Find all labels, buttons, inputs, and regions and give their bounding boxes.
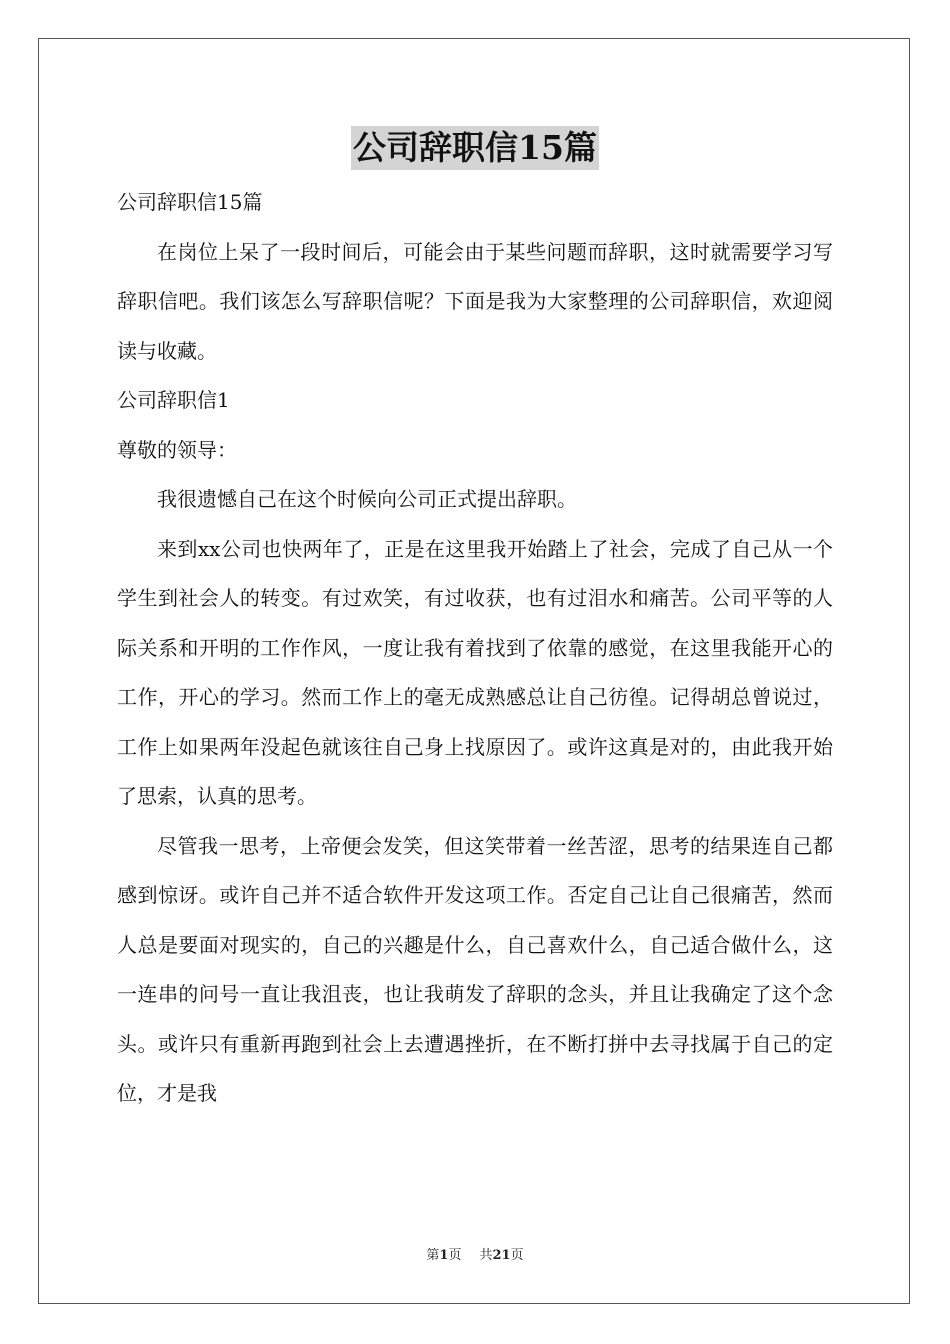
total-suffix: 页	[510, 1248, 524, 1263]
body-paragraph: 尽管我一思考，上帝便会发笑，但这笑带着一丝苦涩，思考的结果连自己都感到惊讶。或许自己并不适合软件开发这项工作。否定自己让自己很痛苦，然而人总是要面对现实的，自己的兴趣是什么，自己喜欢什么，自己适合做什么，这一连串的问号一直让我沮丧，也让我萌发了辞职的念头，并且让我确定了这个念头。或许只有重新再跑到社会上去遭遇挫折，在不断打拼中去寻找属于自己的定位，才是我	[117, 833, 833, 1105]
body-paragraph: 来到xx公司也快两年了，正是在这里我开始踏上了社会，完成了自己从一个学生到社会人的转变。有过欢笑，有过收获，也有过泪水和痛苦。公司平等的人际关系和开明的工作作风，一度让我有着找到了依靠的感觉，在这里我能开心的工作，开心的学习。然而工作上的毫无成熟感总让自己彷徨。记得胡总曾说过，工作上如果两年没起色就该往自己身上找原因了。或许这真是对的，由此我开始了思索，认真的思考。	[117, 536, 833, 808]
page-suffix: 页	[448, 1248, 462, 1263]
total-prefix: 共	[479, 1248, 493, 1263]
salutation: 尊敬的领导：	[117, 437, 237, 462]
page-footer	[0, 1246, 950, 1266]
total-pages: 21	[492, 1248, 511, 1263]
title-container	[0, 126, 950, 170]
intro-paragraph: 在岗位上呆了一段时间后，可能会由于某些问题而辞职，这时就需要学习写辞职信吧。我们该怎么写辞职信呢？下面是我为大家整理的公司辞职信，欢迎阅读与收藏。	[117, 239, 833, 363]
page-number: 1	[439, 1248, 449, 1263]
subtitle-line: 公司辞职信15篇	[117, 190, 263, 214]
section-heading: 公司辞职信1	[117, 388, 230, 412]
body-paragraph: 我很遗憾自己在这个时候向公司正式提出辞职。	[157, 487, 577, 511]
page-prefix: 第	[426, 1248, 440, 1263]
document-title: 公司辞职信15篇	[351, 126, 599, 170]
document-body	[117, 178, 833, 1119]
